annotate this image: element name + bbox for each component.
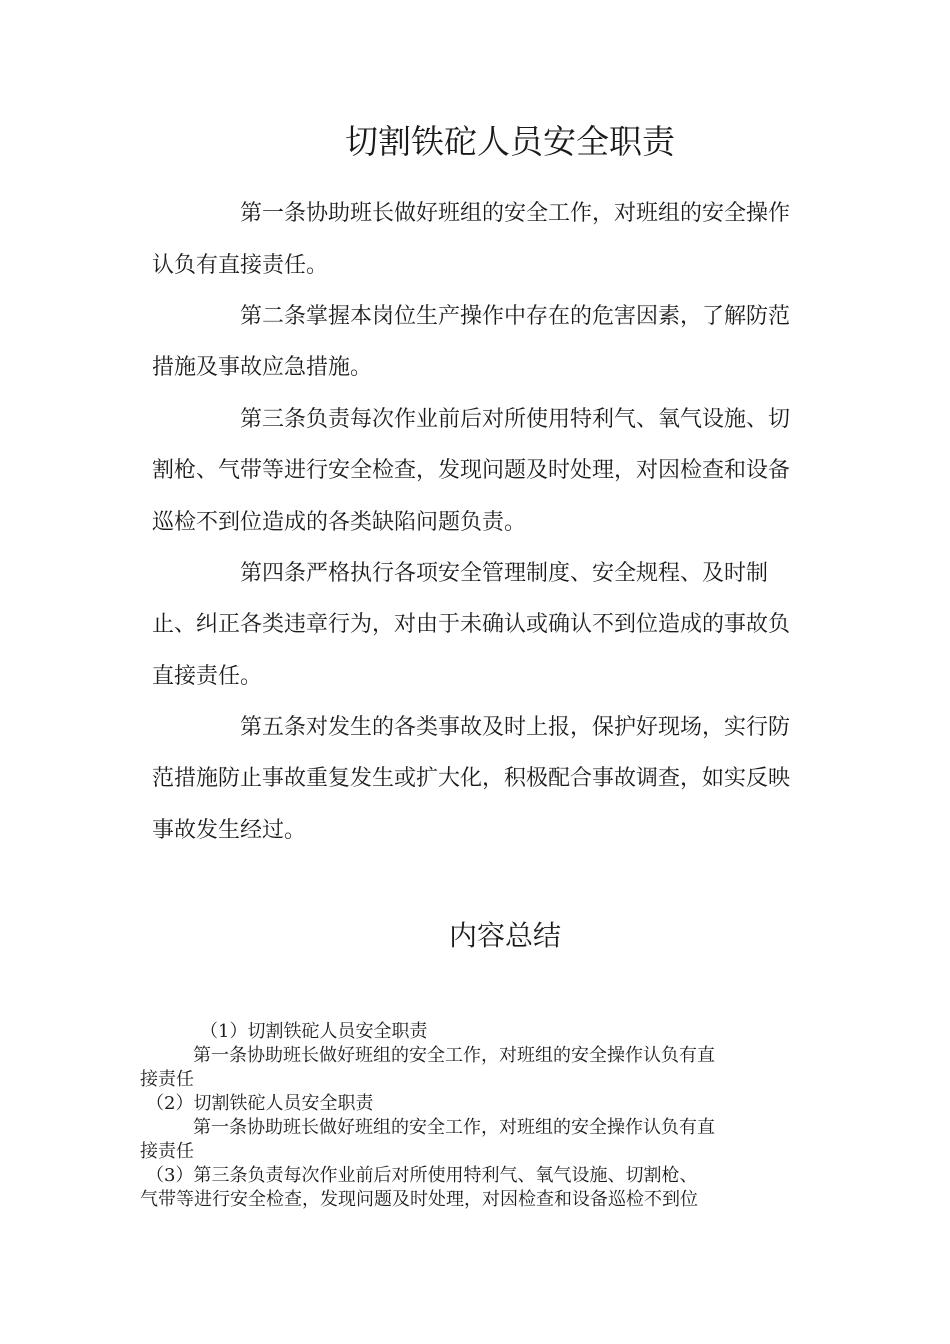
summary-line-3: 接责任 <box>140 1069 194 1090</box>
article-1-line-2: 认负有直接责任。 <box>152 253 329 278</box>
summary-line-1: （1）切割铁砣人员安全职责 <box>200 1021 428 1042</box>
article-4-line-1: 第四条严格执行各项安全管理制度、安全规程、及时制 <box>240 561 769 586</box>
summary-line-7: （3）第三条负责每次作业前后对所使用特利气、氧气设施、切割枪、 <box>146 1165 698 1186</box>
article-3-line-3: 巡检不到位造成的各类缺陷问题负责。 <box>152 510 527 535</box>
summary-line-6: 接责任 <box>140 1141 194 1162</box>
summary-line-5: 第一条协助班长做好班组的安全工作，对班组的安全操作认负有直 <box>193 1117 715 1138</box>
summary-line-2: 第一条协助班长做好班组的安全工作，对班组的安全操作认负有直 <box>193 1045 715 1066</box>
article-3-line-2: 割枪、气带等进行安全检查，发现问题及时处理，对因检查和设备 <box>152 458 791 483</box>
summary-line-4: （2）切割铁砣人员安全职责 <box>146 1093 374 1114</box>
article-1-line-1: 第一条协助班长做好班组的安全工作，对班组的安全操作 <box>240 201 791 226</box>
article-4-line-2: 止、纠正各类违章行为，对由于未确认或确认不到位造成的事故负 <box>152 612 791 637</box>
article-3-line-1: 第三条负责每次作业前后对所使用特利气、氧气设施、切 <box>240 407 791 432</box>
article-5-line-3: 事故发生经过。 <box>152 818 307 843</box>
article-4-line-3: 直接责任。 <box>152 664 263 689</box>
article-2-line-1: 第二条掌握本岗位生产操作中存在的危害因素，了解防范 <box>240 304 791 329</box>
article-5-line-2: 范措施防止事故重复发生或扩大化，积极配合事故调查，如实反映 <box>152 766 791 791</box>
summary-line-8: 气带等进行安全检查，发现问题及时处理，对因检查和设备巡检不到位 <box>140 1189 698 1210</box>
document-title: 切割铁砣人员安全职责 <box>345 122 675 161</box>
summary-title: 内容总结 <box>448 919 561 952</box>
article-5-line-1: 第五条对发生的各类事故及时上报，保护好现场，实行防 <box>240 715 791 740</box>
article-2-line-2: 措施及事故应急措施。 <box>152 355 373 380</box>
